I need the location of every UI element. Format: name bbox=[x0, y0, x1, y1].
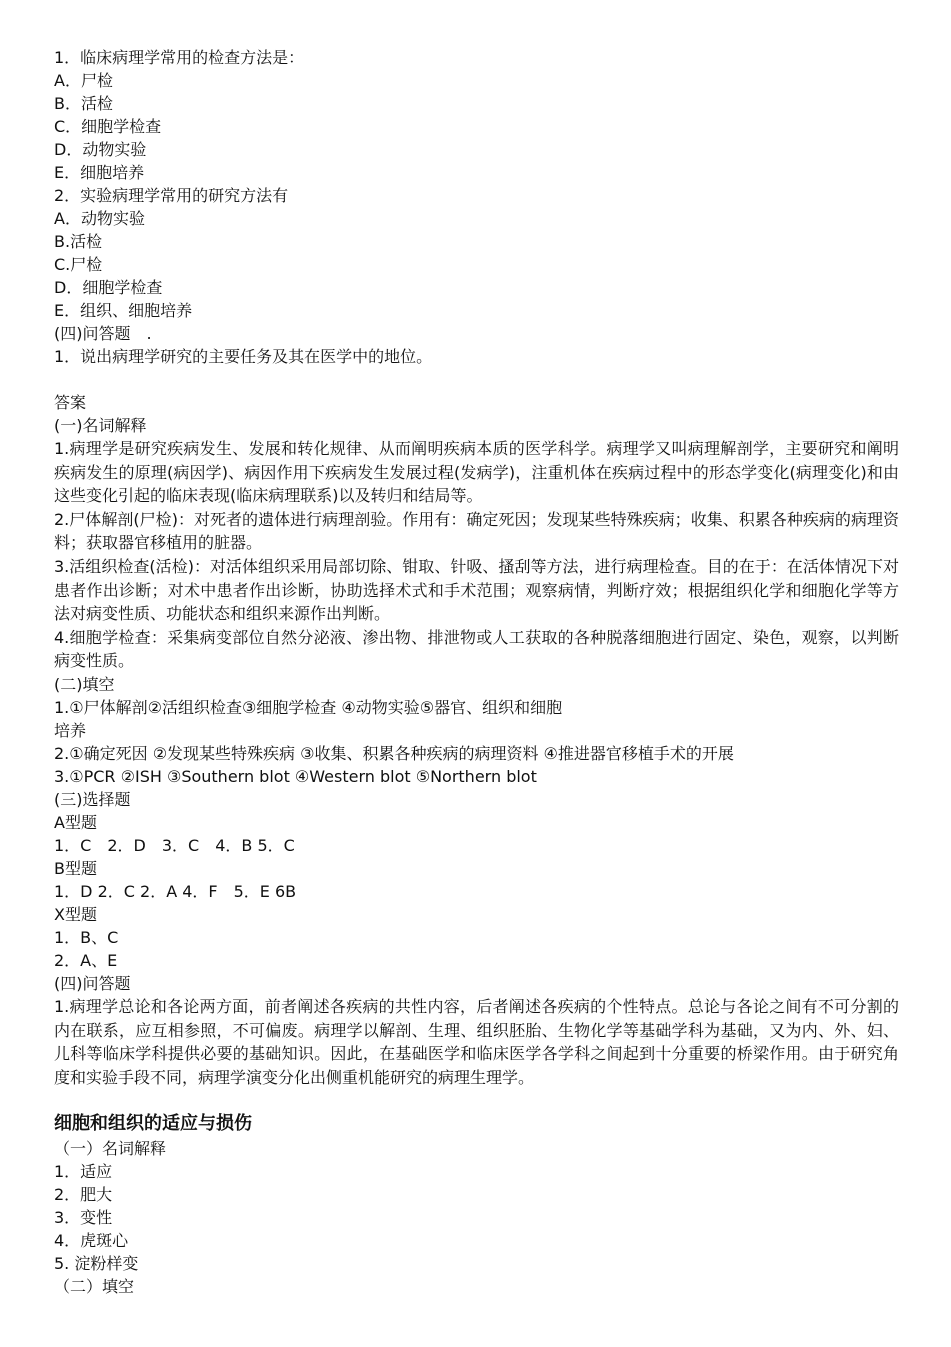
text-line: 2.①确定死因 ②发现某些特殊疾病 ③收集、积累各种疾病的病理资料 ④推进器官移植手术的开展 bbox=[54, 743, 734, 763]
text-line: (四)问答题 . bbox=[54, 324, 152, 343]
questions-part bbox=[54, 46, 899, 368]
text-line: 1．适应 bbox=[54, 1162, 113, 1182]
text-line: 1.①尸体解剖②活组织检查③细胞学检查 ④动物实验⑤器官、组织和细胞 bbox=[54, 697, 563, 717]
text-line: 3.①PCR ②ISH ③Southern blot ④Western blot ⑤Northern blot bbox=[54, 766, 537, 786]
text-line: （二）填空 bbox=[54, 1277, 135, 1297]
text-line: 1．C 2．D 3．C 4．B 5．C bbox=[54, 835, 295, 855]
text-line: D．细胞学检查 bbox=[54, 278, 163, 297]
text-line: D．动物实验 bbox=[54, 140, 147, 159]
text-line: B.活检 bbox=[54, 232, 103, 251]
text-line: B．活检 bbox=[54, 94, 113, 113]
text-line: （一）名词解释 bbox=[54, 1139, 167, 1159]
paragraph: 4.细胞学检查：采集病变部位自然分泌液、渗出物、排泄物或人工获取的各种脱落细胞进行固定、染色，观察，以判断病变性质。 bbox=[54, 627, 899, 671]
text-line: A型题 bbox=[54, 812, 97, 832]
text-line: 3．变性 bbox=[54, 1208, 113, 1228]
paragraph: 3.活组织检查(活检)：对活体组织采用局部切除、钳取、针吸、搔刮等方法，进行病理检查。目的在于：在活体情况下对患者作出诊断；对术中患者作出诊断，协助选择术式和手术范围；观察病情，判断疗效；根据组织化学和细胞化学等方法对病变性质、功能状态和组织来源作出判断。 bbox=[54, 556, 899, 624]
text-line: A．尸检 bbox=[54, 71, 113, 90]
text-line: E．细胞培养 bbox=[54, 163, 145, 182]
text-line: C.尸检 bbox=[54, 255, 103, 274]
document-page bbox=[54, 46, 899, 1298]
text-line: B型题 bbox=[54, 858, 97, 878]
text-line: 2．肥大 bbox=[54, 1185, 113, 1205]
chapter-title: 细胞和组织的适应与损伤 bbox=[54, 1113, 252, 1135]
text-line: 5. 淀粉样变 bbox=[54, 1254, 139, 1274]
text-line: 培养 bbox=[54, 720, 87, 740]
text-line: 1．临床病理学常用的检查方法是： bbox=[54, 48, 305, 67]
section-title: (四)问答题 bbox=[54, 973, 131, 993]
paragraph: 2.尸体解剖(尸检)：对死者的遗体进行病理剖验。作用有：确定死因；发现某些特殊疾病；收集、积累各种疾病的病理资料；获取器官移植用的脏器。 bbox=[54, 509, 899, 553]
text-line: 2．实验病理学常用的研究方法有 bbox=[54, 186, 289, 205]
section-title: (二)填空 bbox=[54, 674, 115, 694]
text-line: 1．B、C bbox=[54, 927, 119, 947]
section-title: (三)选择题 bbox=[54, 789, 131, 809]
text-line: 4．虎斑心 bbox=[54, 1231, 129, 1251]
text-line: 1．说出病理学研究的主要任务及其在医学中的地位。 bbox=[54, 347, 433, 366]
paragraph: 1.病理学总论和各论两方面，前者阐述各疾病的共性内容，后者阐述各疾病的个性特点。总论与各论之间有不可分割的内在联系，应互相参照，不可偏废。病理学以解剖、生理、组织胚胎、生物化学等基础学科为基础，又为内、外、妇、儿科等临床学科提供必要的基础知识。因此，在基础医学和临床医学各学科之间起到十分重要的桥梁作用。由于研究角度和实验手段不同，病理学演变分化出侧重机能研究的病理生理学。 bbox=[54, 996, 899, 1087]
spacer bbox=[54, 368, 899, 391]
paragraph: 1.病理学是研究疾病发生、发展和转化规律、从而阐明疾病本质的医学科学。病理学又叫病理解剖学，主要研究和阐明疾病发生的原理(病因学)、病因作用下疾病发生发展过程(发病学)，注重机体在疾病过程中的形态学变化(病理变化)和由这些变化引起的临床表现(临床病理联系)以及转归和结局等。 bbox=[54, 439, 899, 506]
text-line: A．动物实验 bbox=[54, 209, 145, 228]
text-line: 2．A、E bbox=[54, 950, 118, 970]
section-title: (一)名词解释 bbox=[54, 416, 147, 435]
text-line: 1．D 2．C 2．A 4．F 5．E 6B bbox=[54, 881, 297, 901]
answers-title: 答案 bbox=[54, 393, 87, 412]
text-line: C．细胞学检查 bbox=[54, 117, 162, 136]
text-line: X型题 bbox=[54, 904, 97, 924]
text-line: E．组织、细胞培养 bbox=[54, 301, 193, 320]
